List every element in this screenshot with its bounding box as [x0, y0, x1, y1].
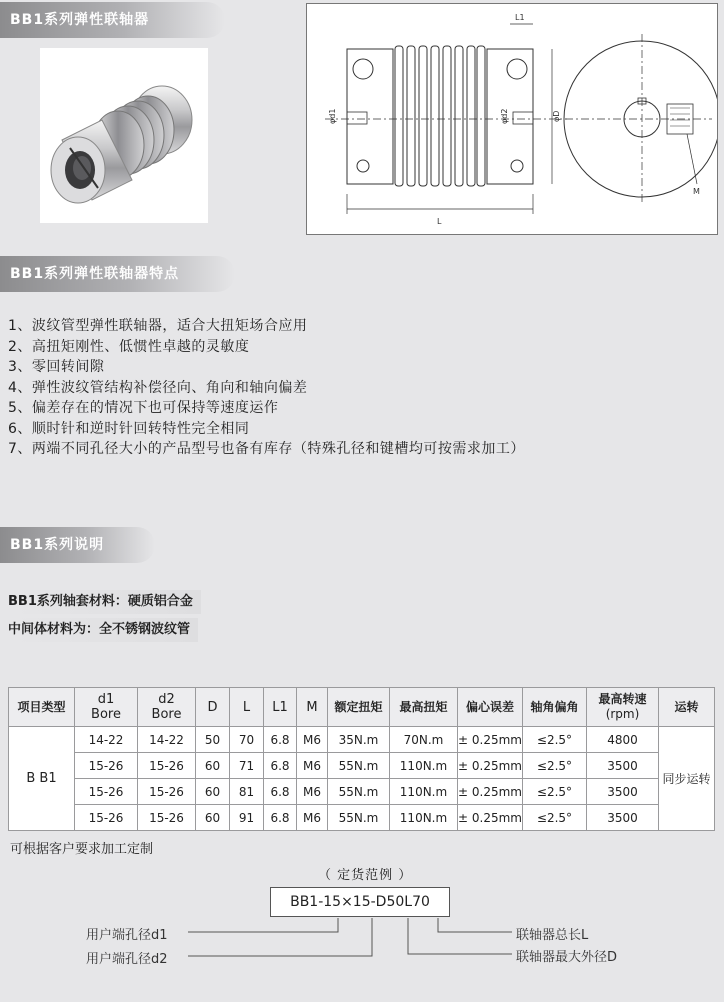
label-D: φD: [552, 110, 561, 122]
cell: 3500: [587, 779, 659, 805]
label-M: M: [693, 187, 700, 196]
col-run: 运转: [659, 688, 715, 727]
cell: 55N.m: [328, 753, 390, 779]
cell: M6: [297, 727, 328, 753]
cell: 3500: [587, 753, 659, 779]
col-eccentric: 偏心误差: [458, 688, 523, 727]
cell: 15-26: [138, 779, 196, 805]
spec-title: BB1系列说明: [0, 527, 155, 563]
cell: 91: [230, 805, 264, 831]
cell: M6: [297, 805, 328, 831]
cell: ± 0.25mm: [458, 753, 523, 779]
cell: ≤2.5°: [523, 753, 587, 779]
cell: 110N.m: [390, 805, 458, 831]
label-L1: L1: [515, 13, 525, 22]
label-user-d2: 用户端孔径d2: [86, 952, 168, 967]
table-row: [9, 779, 715, 805]
run-cell: 同步运转: [659, 727, 715, 831]
col-L1: L1: [264, 688, 297, 727]
cell: 110N.m: [390, 753, 458, 779]
cell: ≤2.5°: [523, 805, 587, 831]
col-d2: d2 Bore: [138, 688, 196, 727]
col-rated-torque: 额定扭矩: [328, 688, 390, 727]
cell: 60: [196, 753, 230, 779]
feature-item: 4、弹性波纹管结构补偿径向、角向和轴向偏差: [8, 379, 308, 396]
product-photo: [40, 48, 208, 223]
label-L: L: [437, 217, 442, 226]
spec-table: [8, 687, 715, 831]
label-outer-diameter: 联轴器最大外径D: [516, 950, 618, 965]
cell: 4800: [587, 727, 659, 753]
cell: 6.8: [264, 779, 297, 805]
col-max-speed: 最高转速 (rpm): [587, 688, 659, 727]
cell: 35N.m: [328, 727, 390, 753]
feature-item: 2、高扭矩刚性、低惯性卓越的灵敏度: [8, 338, 250, 355]
cell: 15-26: [75, 805, 138, 831]
order-example-title: （ 定货范例 ）: [318, 868, 413, 883]
order-code: BB1-15×15-D50L70: [270, 887, 450, 917]
cell: ± 0.25mm: [458, 779, 523, 805]
label-user-d1: 用户端孔径d1: [86, 928, 168, 943]
feature-item: 7、两端不同孔径大小的产品型号也备有库存（特殊孔径和键槽均可按需求加工）: [8, 441, 525, 457]
cell: 6.8: [264, 727, 297, 753]
cell: 15-26: [138, 753, 196, 779]
cell: 110N.m: [390, 779, 458, 805]
label-d2: φd2: [500, 108, 509, 124]
label-total-length: 联轴器总长L: [516, 928, 589, 943]
cell: M6: [297, 779, 328, 805]
cell: ± 0.25mm: [458, 805, 523, 831]
cell: 60: [196, 779, 230, 805]
col-max-torque: 最高扭矩: [390, 688, 458, 727]
col-d1: d1 Bore: [75, 688, 138, 727]
col-M: M: [297, 688, 328, 727]
cell: 15-26: [75, 753, 138, 779]
coupling-image: [40, 48, 208, 223]
cell: 15-26: [138, 805, 196, 831]
cell: 6.8: [264, 805, 297, 831]
feature-item: 1、波纹管型弹性联轴器，适合大扭矩场合应用: [8, 318, 308, 334]
col-D: D: [196, 688, 230, 727]
cell: 60: [196, 805, 230, 831]
table-row: [9, 727, 715, 753]
technical-drawing: [306, 3, 718, 235]
cell: 81: [230, 779, 264, 805]
label-d1: φd1: [328, 108, 337, 124]
cell: ± 0.25mm: [458, 727, 523, 753]
features-title: BB1系列弹性联轴器特点: [0, 256, 235, 292]
custom-note: 可根据客户要求加工定制: [10, 842, 154, 857]
feature-list: [8, 316, 708, 460]
table-header-row: [9, 688, 715, 727]
cell: 70: [230, 727, 264, 753]
model-cell: B B1: [9, 727, 75, 831]
page-title: BB1系列弹性联轴器: [0, 2, 225, 38]
cell: ≤2.5°: [523, 727, 587, 753]
cell: 71: [230, 753, 264, 779]
cell: 14-22: [138, 727, 196, 753]
middle-material: 中间体材料为：全不锈钢波纹管: [8, 618, 198, 642]
cell: 50: [196, 727, 230, 753]
cell: ≤2.5°: [523, 779, 587, 805]
dimension-drawing: [307, 4, 717, 234]
col-L: L: [230, 688, 264, 727]
cell: 70N.m: [390, 727, 458, 753]
feature-item: 3、零回转间隙: [8, 359, 105, 375]
cell: 6.8: [264, 753, 297, 779]
table-row: [9, 753, 715, 779]
cell: 55N.m: [328, 805, 390, 831]
cell: M6: [297, 753, 328, 779]
feature-item: 5、偏差存在的情况下也可保持等速度运作: [8, 400, 279, 416]
cell: 55N.m: [328, 779, 390, 805]
cell: 3500: [587, 805, 659, 831]
cell: 15-26: [75, 779, 138, 805]
col-angle: 轴角偏角: [523, 688, 587, 727]
col-type: 项目类型: [9, 688, 75, 727]
table-row: [9, 805, 715, 831]
hub-material: BB1系列轴套材料：硬质铝合金: [8, 590, 201, 614]
feature-item: 6、顺时针和逆时针回转特性完全相同: [8, 420, 250, 437]
cell: 14-22: [75, 727, 138, 753]
